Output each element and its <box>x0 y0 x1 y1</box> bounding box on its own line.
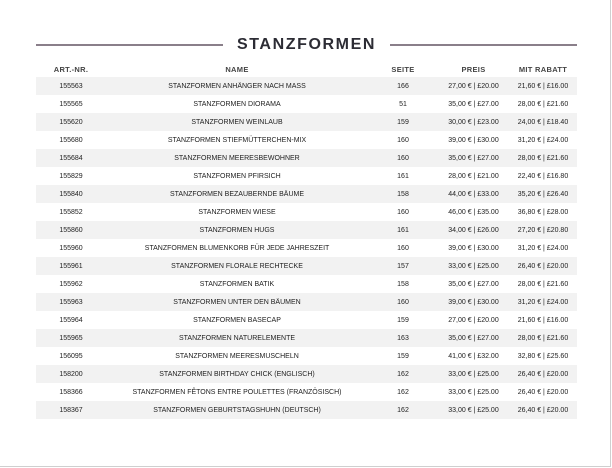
cell-name: STANZFORMEN UNTER DEN BÄUMEN <box>106 293 368 311</box>
table-row <box>36 239 577 257</box>
column-header-art-nr: ART.-NR. <box>53 64 89 74</box>
cell-rabatt: 28,00 € | £21.60 <box>509 149 577 167</box>
cell-name: STANZFORMEN BEZAUBERNDE BÄUME <box>106 185 368 203</box>
cell-name: STANZFORMEN DIORAMA <box>193 100 281 108</box>
table-row <box>36 383 577 401</box>
cell-preis: 39,00 € | £30.00 <box>448 136 499 144</box>
table-body <box>36 77 577 419</box>
table-row <box>36 257 577 275</box>
cell-art-nr: 155963 <box>36 293 106 311</box>
cell-seite: 160 <box>397 208 409 216</box>
cell-art-nr: 155565 <box>59 100 83 108</box>
cell-preis: 34,00 € | £26.00 <box>438 221 509 239</box>
column-header-name: NAME <box>225 64 249 74</box>
cell-art-nr: 155965 <box>36 329 106 347</box>
cell-name: STANZFORMEN WIESE <box>198 208 276 216</box>
cell-rabatt: 26,40 € | £20.00 <box>517 388 569 396</box>
cell-art-nr: 155680 <box>59 136 83 144</box>
table-row <box>36 203 577 221</box>
cell-rabatt: 31,20 € | £24.00 <box>517 136 569 144</box>
cell-preis: 35,00 € | £27.00 <box>438 149 509 167</box>
cell-seite: 160 <box>397 244 409 252</box>
cell-name: STANZFORMEN BASECAP <box>193 316 281 324</box>
cell-name: STANZFORMEN FÊTONS ENTRE POULETTES (FRANZÖSISCH) <box>132 388 342 396</box>
cell-name: STANZFORMEN GEBURTSTAGSHUHN (DEUTSCH) <box>106 401 368 419</box>
cell-preis: 33,00 € | £25.00 <box>438 257 509 275</box>
cell-art-nr: 155962 <box>59 280 83 288</box>
cell-rabatt: 22,40 € | £16.80 <box>517 172 569 180</box>
cell-name: STANZFORMEN FLORALE RECHTECKE <box>106 257 368 275</box>
cell-name: STANZFORMEN MEERESMUSCHELN <box>175 352 299 360</box>
cell-rabatt: 27,20 € | £20.80 <box>509 221 577 239</box>
column-header-rabatt: MIT RABATT <box>518 64 568 74</box>
table-row <box>36 131 577 149</box>
cell-art-nr: 158367 <box>36 401 106 419</box>
cell-name: STANZFORMEN PFIRSICH <box>193 172 281 180</box>
cell-art-nr: 156095 <box>59 352 83 360</box>
cell-art-nr: 155961 <box>36 257 106 275</box>
cell-art-nr: 155860 <box>36 221 106 239</box>
cell-art-nr: 155840 <box>36 185 106 203</box>
cell-seite: 160 <box>368 149 438 167</box>
table-row <box>36 293 577 311</box>
table-row <box>36 275 577 293</box>
cell-name: STANZFORMEN MEERESBEWOHNER <box>106 149 368 167</box>
cell-rabatt: 26,40 € | £20.00 <box>509 401 577 419</box>
cell-art-nr: 155563 <box>36 77 106 95</box>
cell-rabatt: 28,00 € | £21.60 <box>517 100 569 108</box>
cell-name: STANZFORMEN STIEFMÜTTERCHEN-MIX <box>167 136 307 144</box>
cell-art-nr: 155684 <box>36 149 106 167</box>
cell-seite: 166 <box>368 77 438 95</box>
cell-rabatt: 24,00 € | £18.40 <box>509 113 577 131</box>
cell-rabatt: 26,40 € | £20.00 <box>509 257 577 275</box>
cell-seite: 158 <box>368 185 438 203</box>
cell-seite: 160 <box>368 293 438 311</box>
cell-rabatt: 35,20 € | £26.40 <box>509 185 577 203</box>
cell-seite: 161 <box>368 221 438 239</box>
table-row <box>36 185 577 203</box>
cell-rabatt: 21,60 € | £16.00 <box>509 77 577 95</box>
cell-seite: 163 <box>368 329 438 347</box>
cell-name: STANZFORMEN BIRTHDAY CHICK (ENGLISCH) <box>106 365 368 383</box>
title-rule-left <box>36 44 223 46</box>
cell-rabatt: 28,00 € | £21.60 <box>517 280 569 288</box>
cell-seite: 160 <box>397 136 409 144</box>
table-row <box>36 113 577 131</box>
cell-preis: 41,00 € | £32.00 <box>448 352 499 360</box>
cell-name: STANZFORMEN BATIK <box>199 280 275 288</box>
cell-name: STANZFORMEN BLUMENKORB FÜR JEDE JAHRESZEIT <box>144 244 330 252</box>
cell-name: STANZFORMEN NATURELEMENTE <box>106 329 368 347</box>
cell-preis: 35,00 € | £27.00 <box>448 100 499 108</box>
cell-rabatt: 28,00 € | £21.60 <box>509 329 577 347</box>
cell-art-nr: 155964 <box>59 316 83 324</box>
column-header-seite: SEITE <box>391 64 415 74</box>
column-header-preis: PREIS <box>461 64 486 74</box>
cell-preis: 33,00 € | £25.00 <box>438 365 509 383</box>
cell-preis: 33,00 € | £25.00 <box>448 388 499 396</box>
cell-art-nr: 155960 <box>59 244 83 252</box>
cell-preis: 28,00 € | £21.00 <box>448 172 499 180</box>
cell-preis: 27,00 € | £20.00 <box>438 77 509 95</box>
cell-preis: 39,00 € | £30.00 <box>438 293 509 311</box>
table-row <box>36 167 577 185</box>
cell-rabatt: 21,60 € | £16.00 <box>517 316 569 324</box>
cell-seite: 159 <box>368 113 438 131</box>
cell-seite: 159 <box>397 352 409 360</box>
cell-preis: 27,00 € | £20.00 <box>448 316 499 324</box>
table-row <box>36 401 577 419</box>
cell-seite: 161 <box>397 172 409 180</box>
cell-preis: 30,00 € | £23.00 <box>438 113 509 131</box>
cell-name: STANZFORMEN ANHÄNGER NACH MASS <box>106 77 368 95</box>
table-row <box>36 365 577 383</box>
cell-art-nr: 158366 <box>59 388 83 396</box>
table-row <box>36 221 577 239</box>
cell-rabatt: 32,80 € | £25.60 <box>517 352 569 360</box>
table-row <box>36 311 577 329</box>
cell-seite: 158 <box>397 280 409 288</box>
cell-art-nr: 158200 <box>36 365 106 383</box>
table-row <box>36 77 577 95</box>
cell-art-nr: 155852 <box>59 208 83 216</box>
table-header-row <box>36 61 577 77</box>
table-row <box>36 95 577 113</box>
page-title: STANZFORMEN <box>236 36 377 53</box>
cell-preis: 33,00 € | £25.00 <box>438 401 509 419</box>
cell-preis: 46,00 € | £35.00 <box>448 208 499 216</box>
cell-rabatt: 26,40 € | £20.00 <box>509 365 577 383</box>
cell-art-nr: 155829 <box>59 172 83 180</box>
price-table <box>36 61 577 419</box>
cell-preis: 35,00 € | £27.00 <box>438 329 509 347</box>
table-row <box>36 329 577 347</box>
cell-preis: 35,00 € | £27.00 <box>448 280 499 288</box>
title-row <box>36 35 577 55</box>
table-row <box>36 149 577 167</box>
cell-seite: 162 <box>368 365 438 383</box>
cell-seite: 159 <box>397 316 409 324</box>
title-rule-right <box>390 44 577 46</box>
cell-rabatt: 31,20 € | £24.00 <box>509 293 577 311</box>
cell-art-nr: 155620 <box>36 113 106 131</box>
cell-seite: 157 <box>368 257 438 275</box>
cell-name: STANZFORMEN HUGS <box>106 221 368 239</box>
cell-preis: 44,00 € | £33.00 <box>438 185 509 203</box>
cell-preis: 39,00 € | £30.00 <box>448 244 499 252</box>
cell-rabatt: 31,20 € | £24.00 <box>517 244 569 252</box>
cell-name: STANZFORMEN WEINLAUB <box>106 113 368 131</box>
cell-rabatt: 36,80 € | £28.00 <box>517 208 569 216</box>
table-row <box>36 347 577 365</box>
cell-seite: 162 <box>368 401 438 419</box>
cell-seite: 51 <box>399 100 407 108</box>
cell-seite: 162 <box>397 388 409 396</box>
